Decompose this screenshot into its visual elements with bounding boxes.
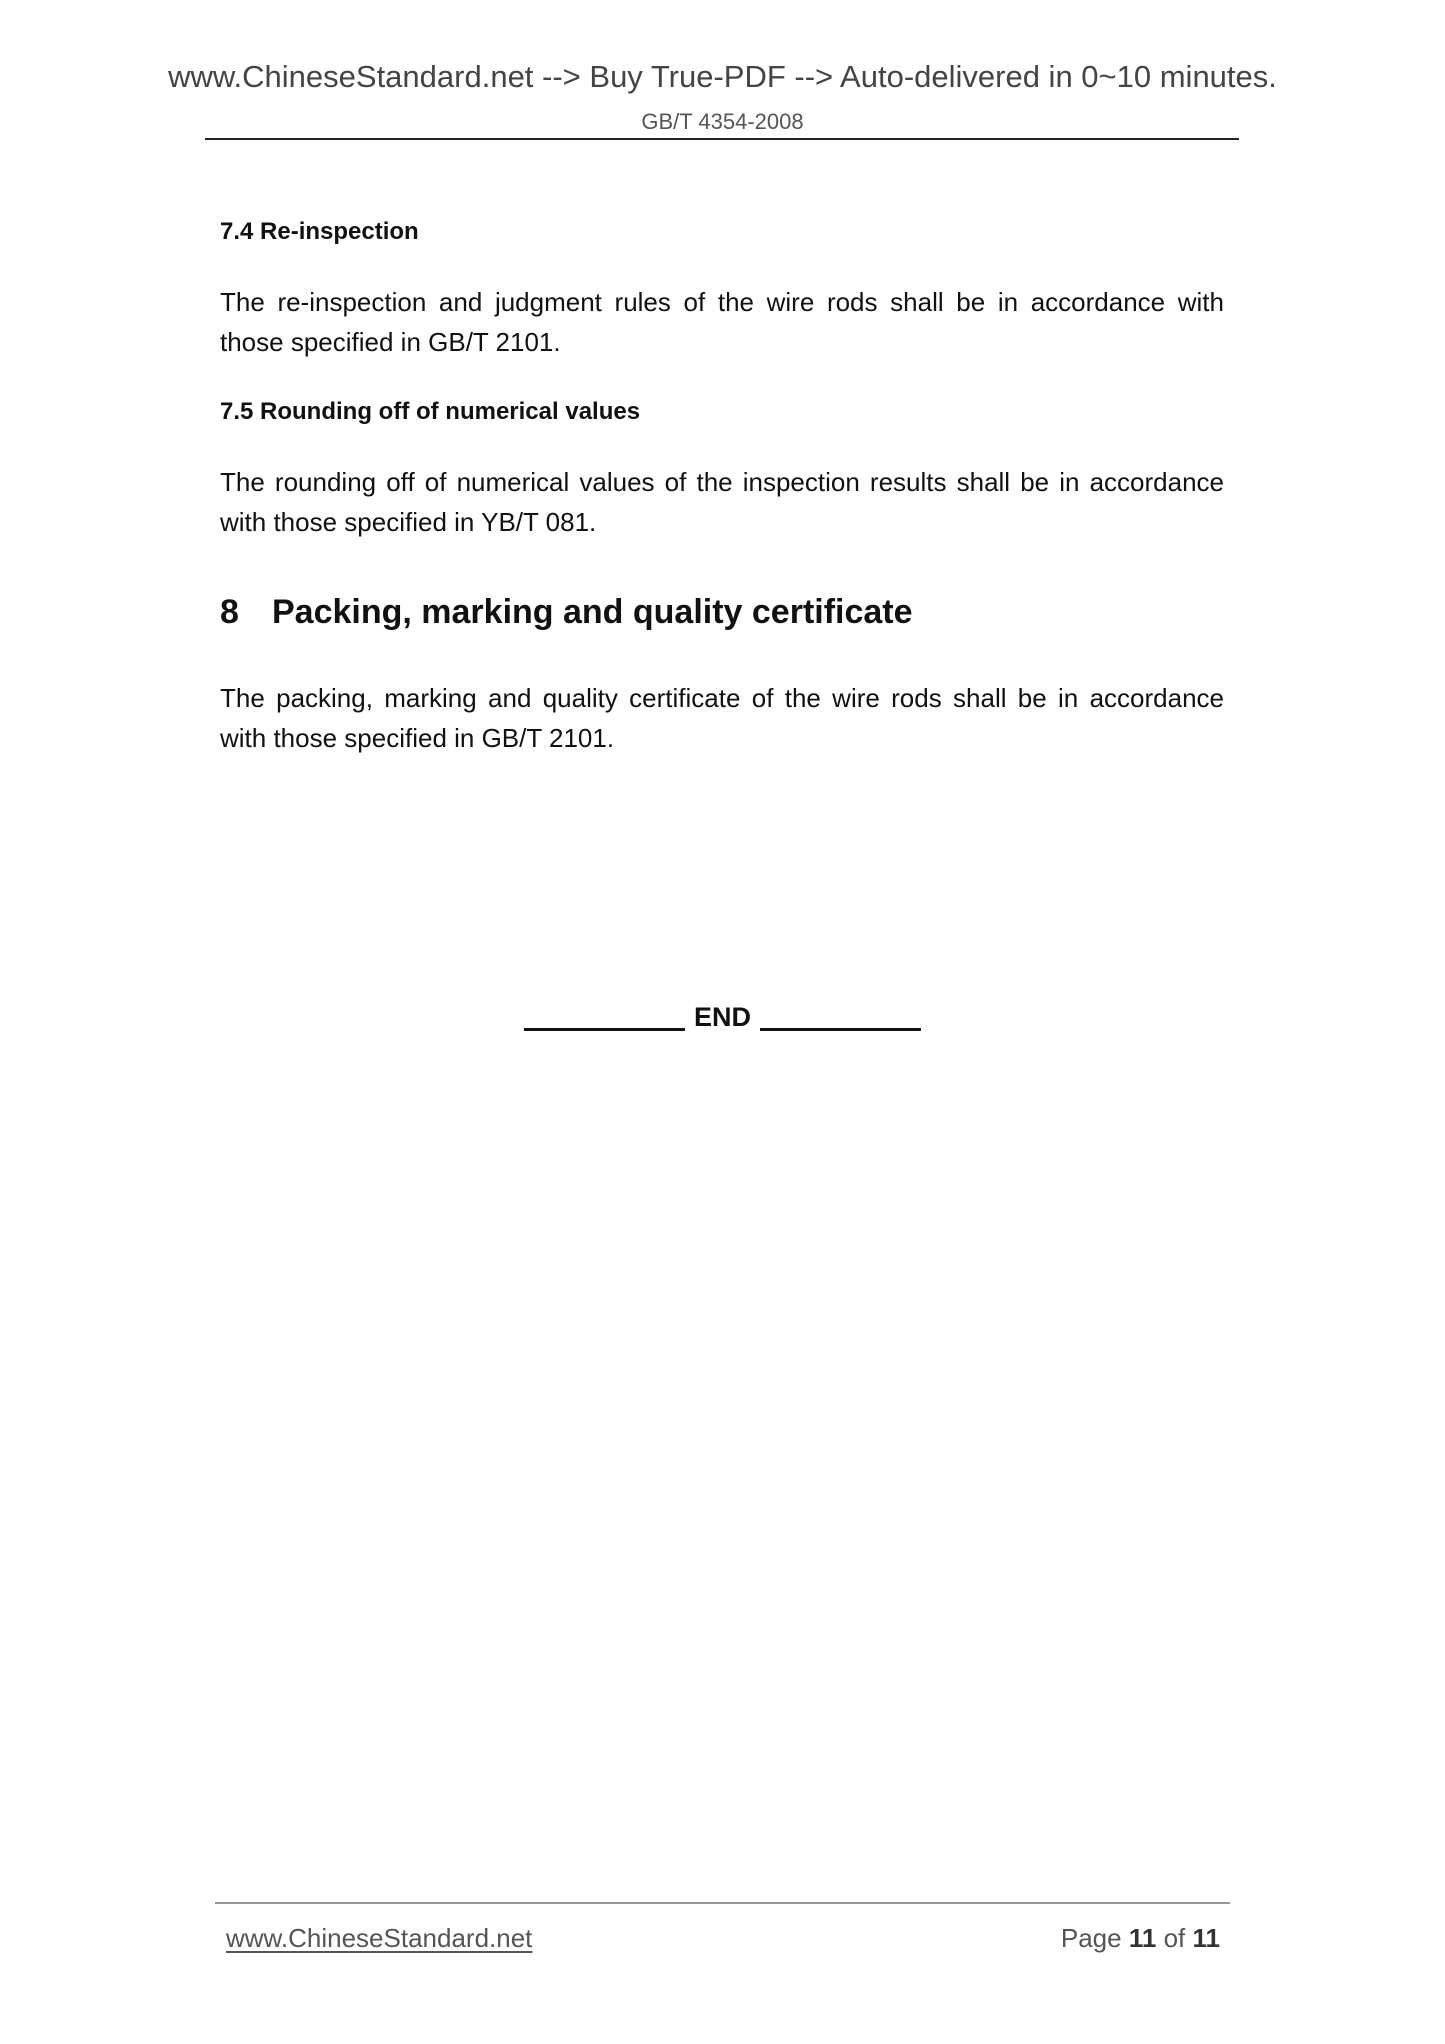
end-left-rule [524, 1028, 685, 1031]
end-right-rule [760, 1028, 921, 1031]
standard-code: GB/T 4354-2008 [641, 109, 804, 134]
page-separator: of [1163, 1923, 1186, 1953]
page-prefix: Page [1060, 1923, 1122, 1953]
footer-divider [215, 1902, 1230, 1904]
header-banner: www.ChineseStandard.net --> Buy True-PDF --> Auto-delivered in 0~10 minutes. [168, 59, 1277, 94]
chapter-heading-8 [220, 592, 913, 632]
section-paragraph-7-4: The re-inspection and judgment rules of the wire rods shall be in accordance with those specified in GB/T 2101. [220, 287, 1224, 357]
section-heading-7-5: 7.5 Rounding off of numerical values [220, 398, 641, 425]
section-paragraph-7-5: The rounding off of numerical values of the inspection results shall be in accordance with those specified in YB/T 081. [220, 467, 1224, 537]
header-divider [205, 138, 1239, 140]
section-heading-7-4: 7.4 Re-inspection [220, 218, 419, 245]
page-total: 11 [1192, 1923, 1220, 1953]
chapter-title: Packing, marking and quality certificate [272, 593, 913, 631]
page-number [1061, 1922, 1220, 1954]
end-label: END [693, 1002, 751, 1032]
page-current: 11 [1128, 1923, 1157, 1953]
chapter-number: 8 [220, 593, 239, 631]
end-marker [0, 1000, 1445, 1034]
section-paragraph-8: The packing, marking and quality certificate of the wire rods shall be in accordance with those specified in GB/T 2101. [220, 683, 1224, 753]
footer-website-link[interactable]: www.ChineseStandard.net [226, 1923, 533, 1953]
